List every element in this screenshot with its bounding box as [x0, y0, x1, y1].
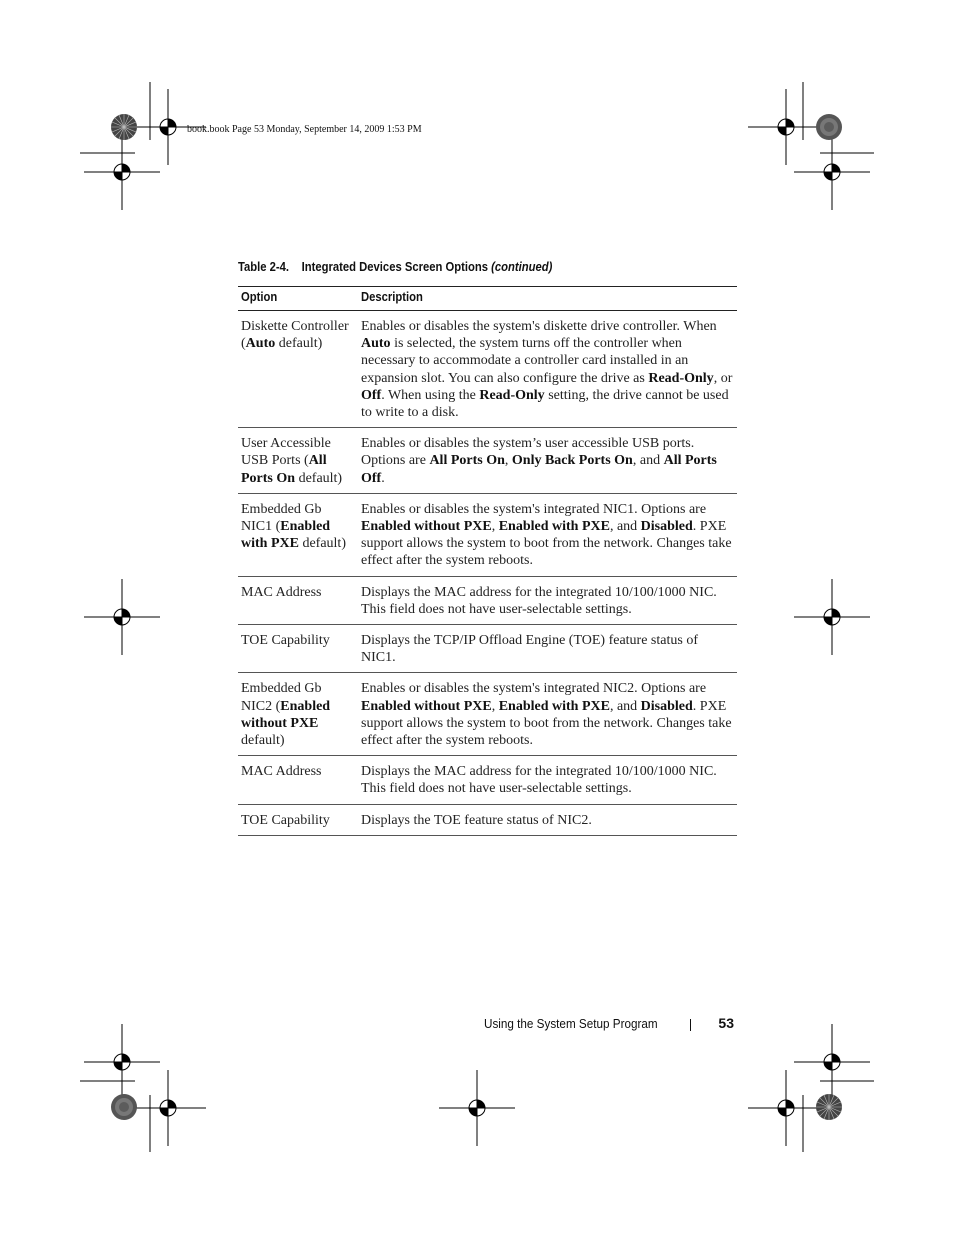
column-header-option: Option: [238, 287, 358, 311]
table-row: [238, 428, 737, 494]
column-header-description: Description: [358, 287, 737, 311]
description-cell: Displays the TOE feature status of NIC2.: [358, 804, 737, 835]
option-cell: Embedded Gb NIC2 (Enabled without PXE default): [238, 673, 358, 756]
option-cell: TOE Capability: [238, 804, 358, 835]
table-row: [238, 311, 737, 428]
description-cell: Displays the MAC address for the integrated 10/100/1000 NIC. This field does not have user-selectable settings.: [358, 576, 737, 624]
table-title: Integrated Devices Screen Options: [301, 260, 488, 274]
description-cell: Enables or disables the system's integrated NIC2. Options are Enabled without PXE, Enabled with PXE, and Disabled. PXE support allows the system to boot from the network. Changes take effect after the system reboots.: [358, 673, 737, 756]
description-cell: Displays the TCP/IP Offload Engine (TOE) feature status of NIC1.: [358, 625, 737, 673]
table-continued-label: (continued): [491, 260, 553, 274]
options-table: [238, 286, 737, 836]
table-number: Table 2-4.: [238, 260, 290, 274]
option-cell: User Accessible USB Ports (All Ports On default): [238, 428, 358, 494]
option-cell: MAC Address: [238, 756, 358, 804]
description-cell: Enables or disables the system’s user accessible USB ports. Options are All Ports On, Only Back Ports On, and All Ports Off.: [358, 428, 737, 494]
option-cell: TOE Capability: [238, 625, 358, 673]
description-cell: Enables or disables the system's integrated NIC1. Options are Enabled without PXE, Enabled with PXE, and Disabled. PXE support allows the system to boot from the network. Changes take effect after the system reboots.: [358, 493, 737, 576]
table-row: [238, 576, 737, 624]
option-cell: Embedded Gb NIC1 (Enabled with PXE default): [238, 493, 358, 576]
footer-section-title: Using the System Setup Program: [484, 1016, 658, 1031]
description-cell: Displays the MAC address for the integrated 10/100/1000 NIC. This field does not have user-selectable settings.: [358, 756, 737, 804]
table-row: [238, 673, 737, 756]
table-row: [238, 625, 737, 673]
option-cell: Diskette Controller (Auto default): [238, 311, 358, 428]
description-cell: Enables or disables the system's diskette drive controller. When Auto is selected, the system turns off the controller when necessary to accommodate a controller card installed in an expansion slot. You can also configure the drive as Read-Only, or Off. When using the Read-Only setting, the drive cannot be used to write to a disk.: [358, 311, 737, 428]
print-info-header: book.book Page 53 Monday, September 14, 2009 1:53 PM: [187, 124, 422, 135]
table-row: [238, 493, 737, 576]
option-cell: MAC Address: [238, 576, 358, 624]
table-caption: [238, 260, 552, 274]
page-number: 53: [718, 1015, 734, 1031]
table-row: [238, 756, 737, 804]
footer-separator: [690, 1019, 691, 1031]
table-header-row: [238, 287, 737, 311]
table-row: [238, 804, 737, 835]
